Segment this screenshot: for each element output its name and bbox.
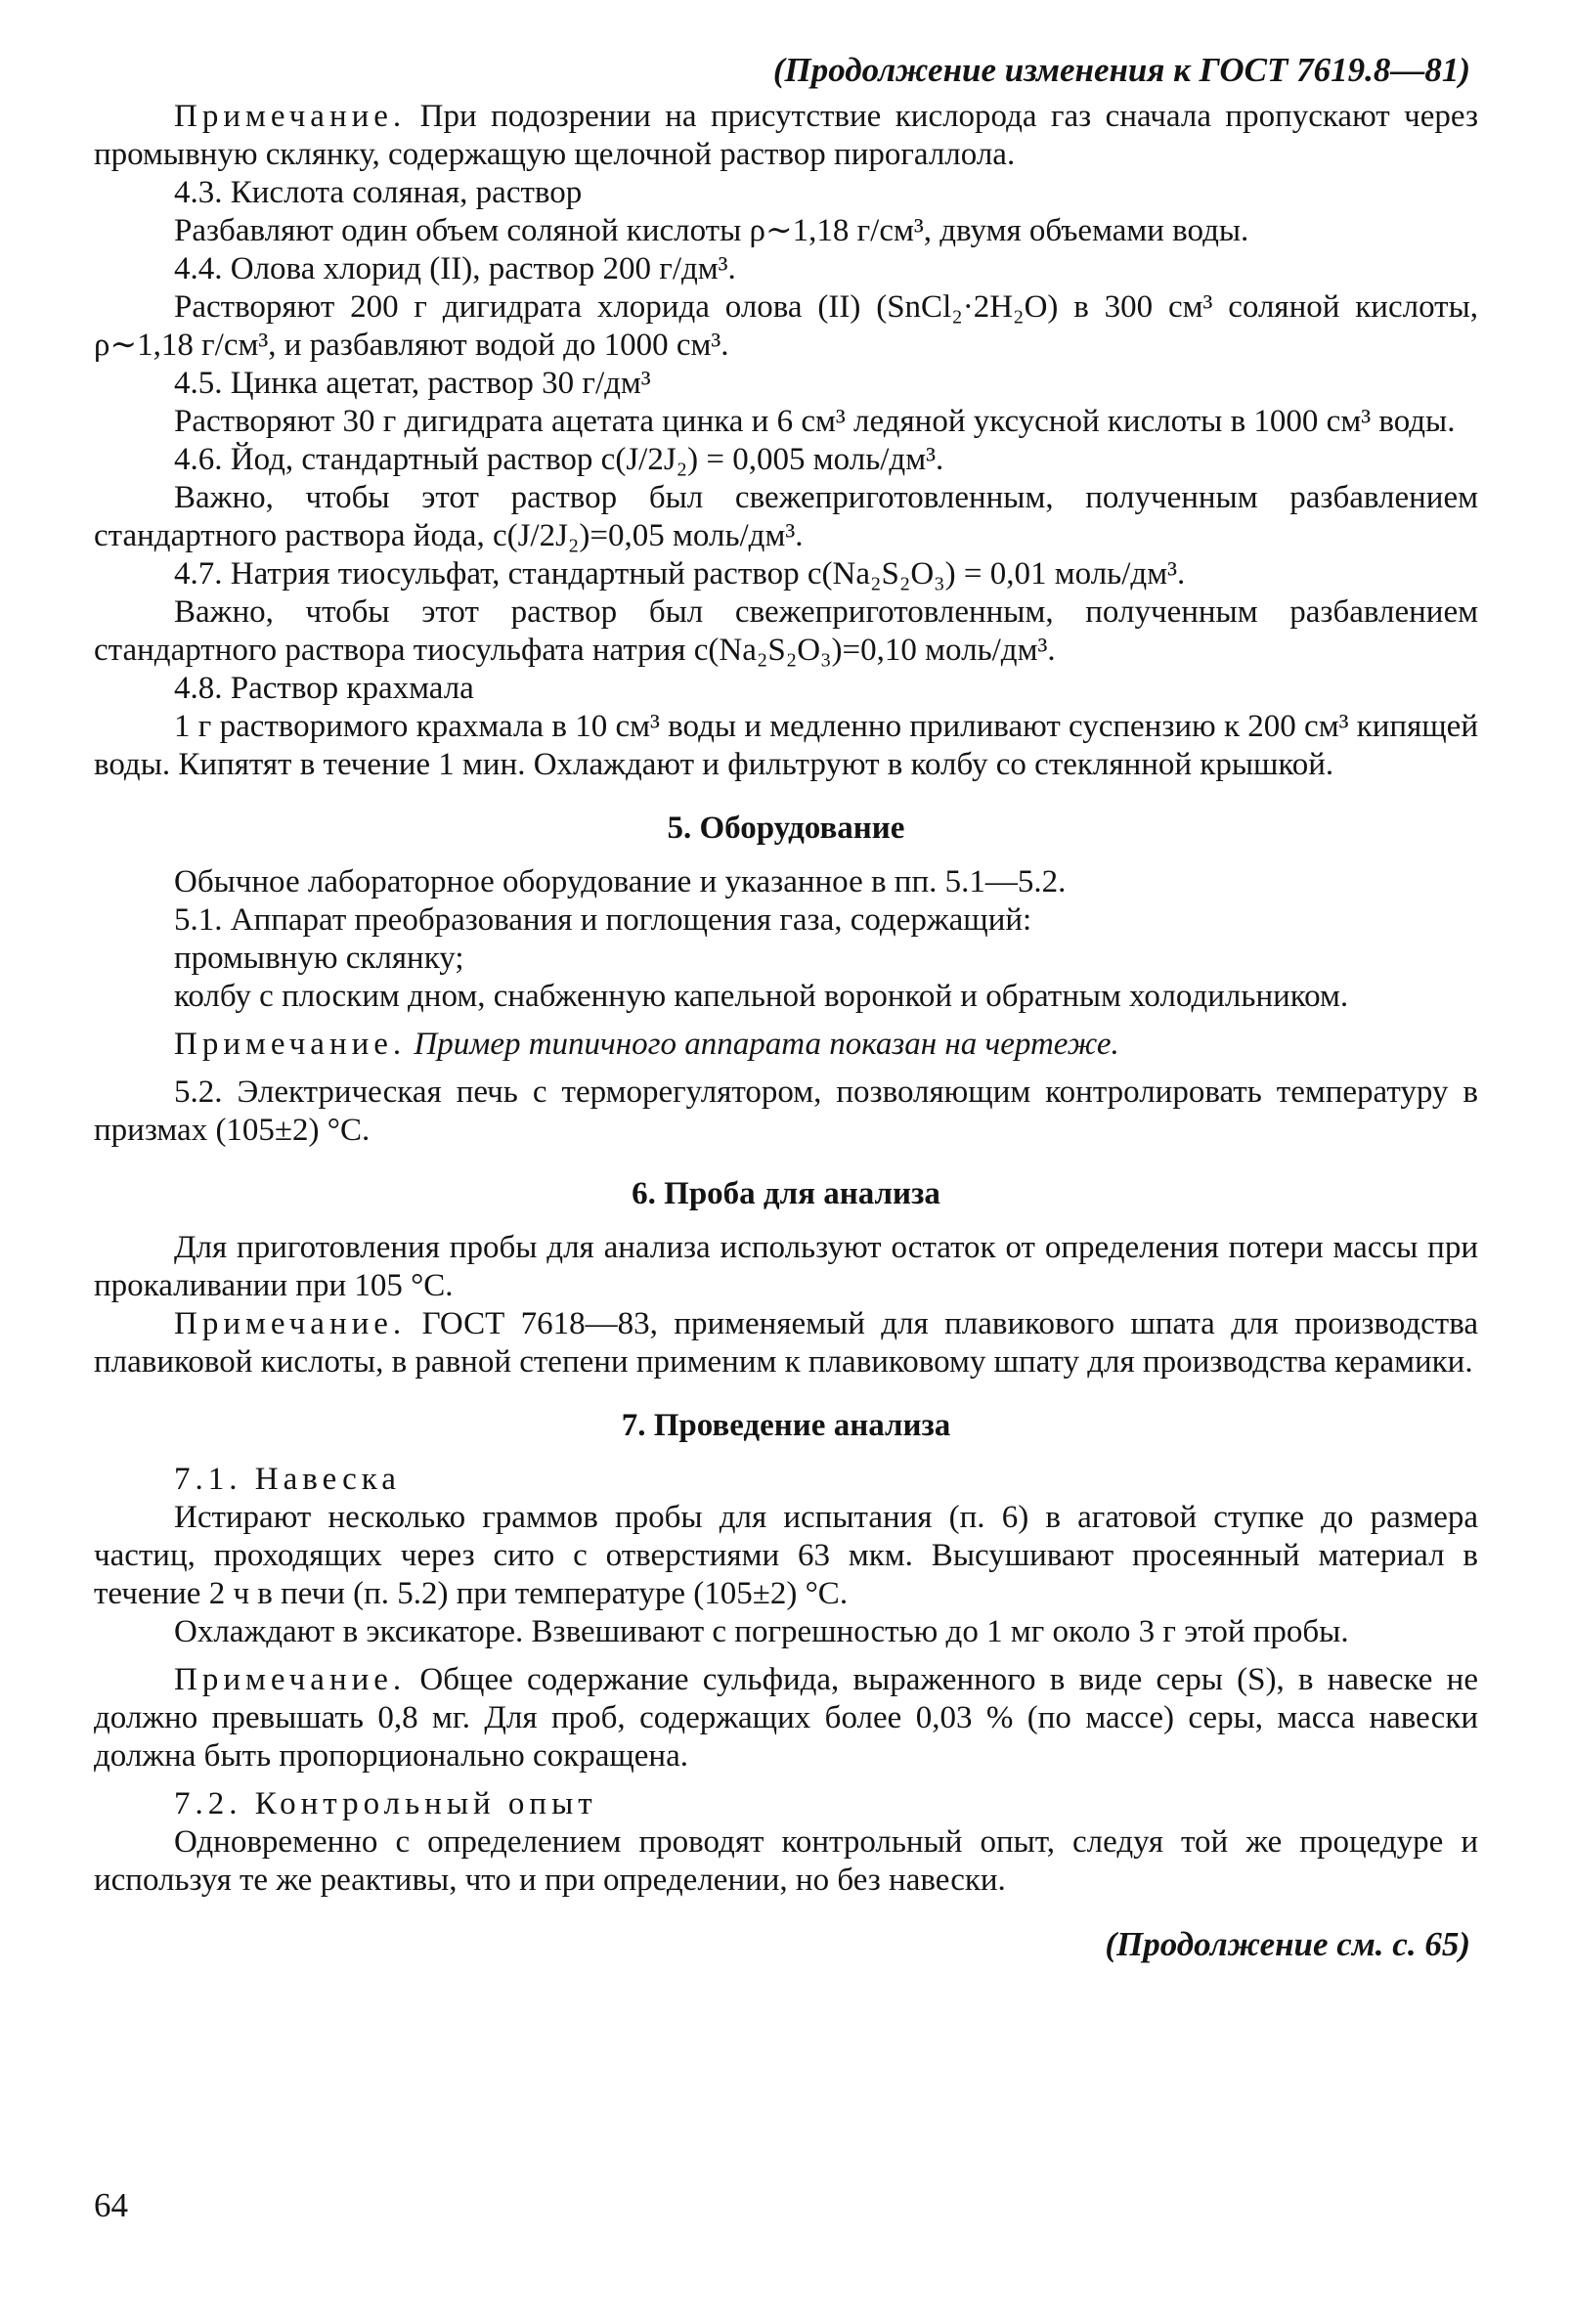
clause-title: 7.2. Контрольный опыт — [174, 1786, 597, 1821]
note-text: Общее содержание сульфида, выраженного в виде серы (S), в навеске не должно превышать 0,8 мг. Для проб, содержащих более 0,03 % (по массе) серы, масса навески должна быть пропорционально сокращена. — [94, 1662, 1478, 1774]
clause-title: 4.8. Раствор крахмала — [174, 671, 474, 706]
note-label: Примечание. — [174, 1662, 407, 1697]
note-text: Пример типичного аппарата показан на чертеже. — [406, 1027, 1119, 1062]
note-paragraph — [94, 1305, 1478, 1381]
paragraph: Истирают несколько граммов пробы для испытания (п. 6) в агатовой ступке до размера частиц, проходящих через сито с отверстиями 63 мкм. Высушивают просеянный материал в течение 2 ч в печи (п. 5.2) при температуре (105±2) °С. — [94, 1500, 1478, 1611]
clause-title: 4.7. Натрия тиосульфат, стандартный раствор c(Na₂S₂O₃) = 0,01 моль/дм³. — [174, 556, 1186, 592]
paragraph: Растворяют 30 г дигидрата ацетата цинка и 6 см³ ледяной уксусной кислоты в 1000 см³ воды. — [174, 404, 1456, 439]
clause-title: 5.1. Аппарат преобразования и поглощения газа, содержащий: — [174, 902, 1032, 938]
section-heading: 5. Оборудование — [667, 811, 905, 846]
paragraph: Растворяют 200 г дигидрата хлорида олова (II) (SnCl₂·2H₂O) в 300 см³ соляной кислоты, ρ∼1,18 г/см³, и разбавляют водой до 1000 см³. — [94, 289, 1478, 363]
paragraph: Разбавляют один объем соляной кислоты ρ∼1,18 г/см³, двумя объемами воды. — [174, 213, 1249, 248]
note-label: Примечание. — [174, 99, 407, 134]
paragraph: Охлаждают в эксикаторе. Взвешивают с погрешностью до 1 мг около 3 г этой пробы. — [174, 1614, 1349, 1649]
note-paragraph — [94, 1026, 1478, 1064]
clause-title: 5.2. Электрическая печь с терморегулятором, позволяющим контролировать температуру в призмах (105±2) °С. — [94, 1074, 1478, 1148]
clause-title: 4.6. Йод, стандартный раствор c(J/2J₂) = 0,005 моль/дм³. — [174, 442, 944, 477]
clause-title: 4.5. Цинка ацетат, раствор 30 г/дм³ — [174, 366, 651, 401]
paragraph: 1 г растворимого крахмала в 10 см³ воды и медленно приливают суспензию к 200 см³ кипящей воды. Кипятят в течение 1 мин. Охлаждают и фильтруют в колбу со стеклянной крышкой. — [94, 709, 1478, 782]
spacer — [94, 1651, 1478, 1661]
running-header: (Продолжение изменения к ГОСТ 7619.8—81) — [772, 51, 1470, 89]
clause-title: 4.4. Олова хлорид (II), раствор 200 г/дм³. — [174, 251, 736, 286]
document-body — [94, 98, 1478, 1900]
note-label: Примечание. — [174, 1027, 407, 1062]
spacer — [94, 1776, 1478, 1785]
note-paragraph — [94, 1661, 1478, 1776]
continuation-note: (Продолжение см. с. 65) — [1105, 1925, 1470, 1963]
clause-title: 4.3. Кислота соляная, раствор — [174, 175, 583, 210]
section-heading: 7. Проведение анализа — [621, 1408, 951, 1443]
paragraph: Важно, чтобы этот раствор был свежеприготовленным, полученным разбавлением стандартного раствора йода, c(J/2J₂)=0,05 моль/дм³. — [94, 480, 1478, 553]
note-paragraph — [94, 98, 1478, 174]
spacer — [94, 1064, 1478, 1074]
paragraph: Одновременно с определением проводят контрольный опыт, следуя той же процедуре и используя те же реактивы, что и при определении, но без навески. — [94, 1824, 1478, 1898]
paragraph: Важно, чтобы этот раствор был свежеприготовленным, полученным разбавлением стандартного раствора тиосульфата натрия c(Na₂S₂O₃)=0,10 моль/дм³. — [94, 594, 1478, 668]
note-text: При подозрении на присутствие кислорода газ сначала пропускают через промывную склянку, содержащую щелочной раствор пирогаллола. — [94, 99, 1478, 172]
note-label: Примечание. — [174, 1306, 407, 1341]
page-number: 64 — [94, 2186, 128, 2224]
paragraph: Обычное лабораторное оборудование и указанное в пп. 5.1—5.2. — [174, 864, 1067, 899]
paragraph: колбу с плоским дном, снабженную капельной воронкой и обратным холодильником. — [174, 979, 1349, 1014]
spacer — [94, 1016, 1478, 1026]
clause-title: 7.1. Навеска — [174, 1462, 401, 1497]
section-heading: 6. Проба для анализа — [632, 1176, 940, 1211]
note-text: ГОСТ 7618—83, применяемый для плавикового шпата для производства плавиковой кислоты, в равной степени применим к плавиковому шпату для производства керамики. — [94, 1306, 1478, 1380]
paragraph: Для приготовления пробы для анализа используют остаток от определения потери массы при прокаливании при 105 °С. — [94, 1230, 1478, 1303]
paragraph: промывную склянку; — [174, 941, 464, 976]
